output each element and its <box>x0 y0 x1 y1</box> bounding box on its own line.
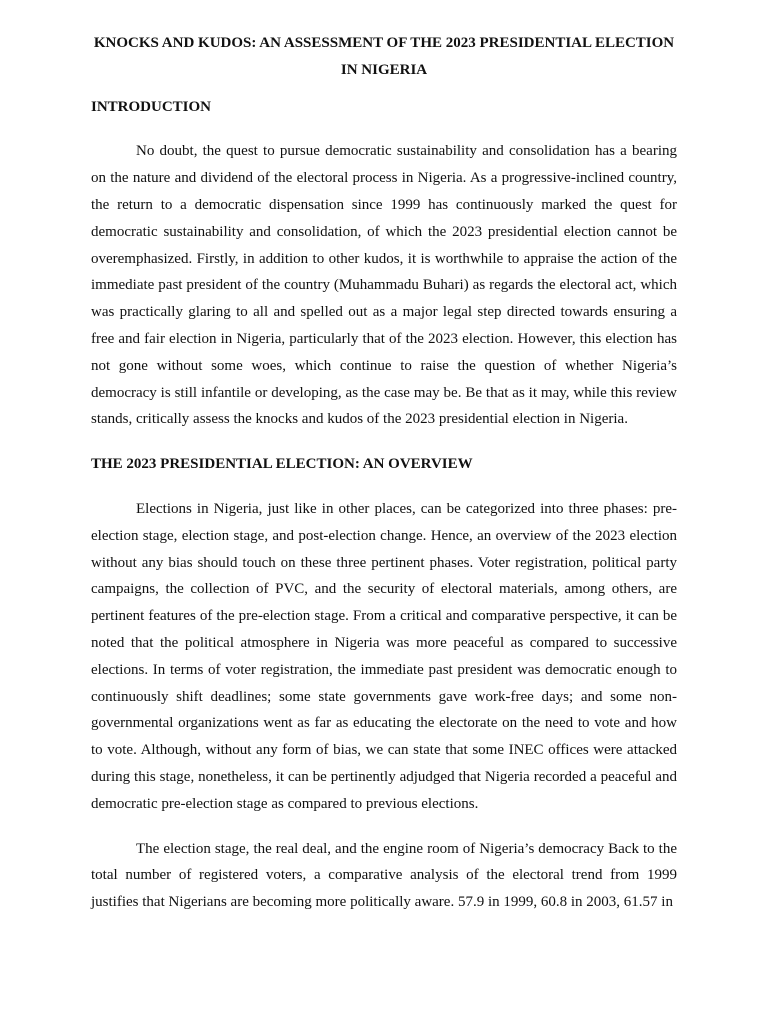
introduction-paragraph: No doubt, the quest to pursue democratic sustainability and consolidation has a bearing on the nature and dividend of the electoral process in Nigeria. As a progressive-inclined country, the return to a democratic dispensation since 1999 has continuously marked the quest for democratic sustainability and consolidation, of which the 2023 presidential election cannot be overemphasized. Firstly, in addition to other kudos, it is worthwhile to appraise the action of the immediate past president of the country (Muhammadu Buhari) as regards the electoral act, which was practically glaring to all and spelled out as a major legal step directed towards ensuring a free and fair election in Nigeria, particularly that of the 2023 election. However, this election has not gone without some woes, which continue to raise the question of whether Nigeria’s democracy is still infantile or developing, as the case may be. Be that as it may, while this review stands, critically assess the knocks and kudos of the 2023 presidential election in Nigeria. <box>91 143 677 428</box>
document-page <box>91 30 677 916</box>
overview-paragraph-2: The election stage, the real deal, and the engine room of Nigeria’s democracy Back to the total number of registered voters, a comparative analysis of the electoral trend from 1999 justifies that Nigerians are becoming more politically aware. 57.9 in 1999, 60.8 in 2003, 61.57 in <box>91 840 677 911</box>
overview-paragraph-1: Elections in Nigeria, just like in other places, can be categorized into three phases: pre-election stage, election stage, and post-election change. Hence, an overview of the 2023 election without any bias should touch on these three pertinent phases. Voter registration, political party campaigns, the collection of PVC, and the security of electoral materials, among others, are pertinent features of the pre-election stage. From a critical and comparative perspective, it can be noted that the political atmosphere in Nigeria was more peaceful as compared to successive elections. In terms of voter registration, the immediate past president was democratic enough to continuously shift deadlines; some state governments gave work-free days; and some non-governmental organizations went as far as educating the electorate on the need to vote and how to vote. Although, without any form of bias, we can state that some INEC offices were attacked during this stage, nonetheless, it can be pertinently adjudged that Nigeria recorded a peaceful and democratic pre-election stage as compared to previous elections. <box>91 500 677 812</box>
document-title: KNOCKS AND KUDOS: AN ASSESSMENT OF THE 2023 PRESIDENTIAL ELECTION IN NIGERIA <box>93 35 675 78</box>
section-heading-introduction: INTRODUCTION <box>91 98 212 115</box>
section-heading-overview: THE 2023 PRESIDENTIAL ELECTION: AN OVERVIEW <box>91 456 473 473</box>
